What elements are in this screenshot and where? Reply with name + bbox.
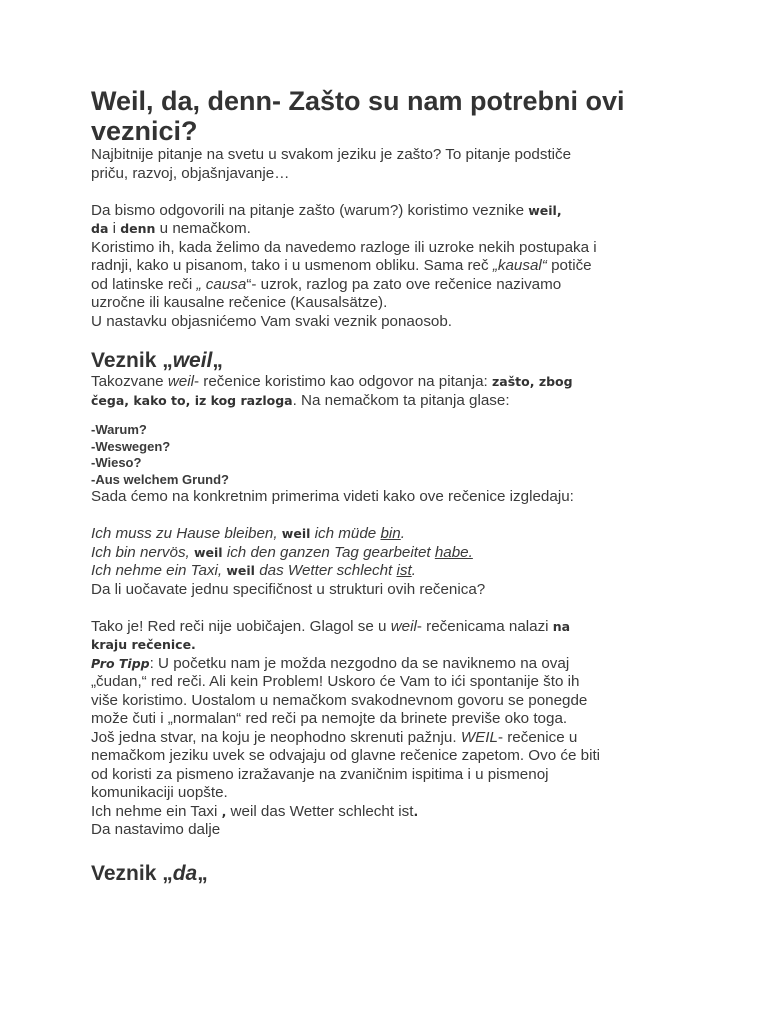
- text-run: weil: [226, 563, 255, 578]
- weil-body-text: [91, 488, 691, 840]
- text-run: da: [172, 861, 198, 885]
- text-run: WEIL: [460, 728, 498, 746]
- page-title: [91, 86, 691, 146]
- text-line: [91, 784, 691, 803]
- text-run: u nemačkom.: [155, 220, 251, 237]
- text-line: [91, 747, 691, 766]
- text-run: od koristi za pismeno izražavanje na zvaničnim ispitima i u pismenoj: [91, 765, 549, 783]
- text-run: weil: [172, 349, 213, 372]
- text-run: Sada ćemo na konkretnim primerima videti kako ove rečenice izgledaju:: [91, 488, 574, 505]
- text-run: .: [413, 803, 419, 819]
- text-line: [91, 220, 691, 239]
- text-run: Ich muss zu Hause bleiben,: [91, 525, 282, 542]
- text-run: ist: [396, 562, 412, 579]
- text-line: [91, 165, 691, 184]
- text-run: zašto, zbog: [492, 374, 573, 389]
- text-line: [91, 562, 691, 581]
- text-run: kraju rečenice.: [91, 637, 196, 652]
- text-run: priču, razvoj, objašnjavanje…: [91, 164, 290, 182]
- text-run: Najbitnije pitanje na svetu u svakom jeziku je zašto? To pitanje podstiče: [91, 146, 572, 163]
- text-line: [91, 544, 691, 563]
- text-line: [91, 729, 691, 748]
- text-line: [91, 599, 691, 618]
- text-run: bin: [380, 525, 401, 542]
- text-run: - rečenicama nalazi: [416, 617, 553, 635]
- text-run: da: [91, 221, 109, 236]
- text-run: Pro Tipp: [91, 655, 150, 671]
- text-run: potiče: [546, 257, 592, 274]
- text-run: od latinske reči: [91, 275, 197, 293]
- text-run: weil das Wetter schlecht ist: [226, 802, 414, 820]
- text-line: [91, 373, 691, 392]
- text-run: Takozvane: [91, 373, 168, 390]
- text-line: [91, 146, 691, 165]
- text-run: čega, kako to, iz kog razloga: [91, 392, 293, 408]
- text-run: može čuti i „normalan“ red reči pa nemojte da brinete previše oko toga.: [91, 710, 568, 727]
- text-run: Još jedna stvar, na koju je neophodno skrenuti pažnju.: [91, 728, 461, 746]
- text-line: [91, 313, 691, 332]
- text-run: Ich bin nervös,: [91, 543, 194, 561]
- text-run: das Wetter schlecht: [254, 562, 397, 579]
- text-line: [91, 821, 691, 840]
- text-line: [91, 618, 691, 637]
- text-run: nemačkom jeziku uvek se odvajaju od glavne rečenice zapetom. Ovo će biti: [91, 747, 601, 764]
- text-run: više koristimo. Uostalom u nemačkom svakodnevnom govoru se ponegde: [91, 691, 588, 709]
- text-run: .: [411, 562, 416, 579]
- text-run: . Na nemačkom ta pitanja glase:: [292, 391, 510, 409]
- question-item: -Warum?: [91, 422, 147, 437]
- text-run: „: [197, 861, 208, 885]
- text-line: [91, 692, 691, 711]
- text-line: [91, 239, 691, 258]
- text-line: [91, 202, 691, 221]
- text-run: „kausal“: [492, 257, 547, 274]
- text-run: Da bismo odgovorili na pitanje zašto (warum?) koristimo veznike: [91, 201, 529, 219]
- text-run: - rečenice u: [497, 728, 578, 746]
- text-run: weil: [390, 617, 417, 635]
- text-line: [91, 803, 691, 822]
- text-line: [91, 276, 691, 295]
- text-run: radnji, kako u pisanom, tako i u usmenom obliku. Sama reč: [91, 257, 493, 274]
- text-run: ich den ganzen Tag gearbeitet: [222, 543, 435, 561]
- text-run: Veznik „: [91, 861, 173, 885]
- text-run: denn: [120, 221, 156, 236]
- question-item: -Weswegen?: [91, 438, 171, 454]
- section-heading-weil: [91, 349, 691, 373]
- text-run: Ich nehme ein Taxi,: [91, 562, 227, 579]
- text-run: komunikaciji uopšte.: [91, 784, 228, 801]
- text-run: - rečenice koristimo kao odgovor na pitanja:: [194, 373, 492, 390]
- text-run: Ich nehme ein Taxi: [91, 802, 222, 820]
- text-line: [91, 710, 691, 729]
- intro-paragraphs: [91, 146, 691, 331]
- title-line: Weil, da, denn- Zašto su nam potrebni ovi: [91, 86, 625, 116]
- question-item: -Wieso?: [91, 455, 142, 470]
- text-run: Tako je! Red reči nije uobičajen. Glagol se u: [91, 617, 391, 635]
- text-run: “- uzrok, razlog pa zato ove rečenice nazivamo: [246, 275, 562, 293]
- text-run: ich müde: [310, 525, 381, 542]
- text-line: [91, 525, 691, 544]
- text-run: Veznik „: [91, 349, 173, 372]
- text-run: habe.: [434, 543, 473, 561]
- question-list: [91, 422, 691, 488]
- text-line: [91, 392, 691, 411]
- title-line: veznici?: [91, 116, 198, 146]
- text-line: [91, 673, 691, 692]
- text-run: .: [400, 525, 405, 542]
- text-run: weil,: [528, 202, 562, 218]
- text-line: [91, 766, 691, 785]
- text-line: [91, 294, 691, 313]
- text-run: weil: [281, 526, 311, 541]
- weil-intro-text: [91, 373, 691, 410]
- text-run: uzročne ili kausalne rečenice (Kausalsätze).: [91, 294, 388, 311]
- text-line: [91, 507, 691, 526]
- text-run: Da li uočavate jednu specifičnost u strukturi ovih rečenica?: [91, 580, 486, 598]
- text-run: „čudan,“ red reči. Ali kein Problem! Uskoro će Vam to ići spontanije što ih: [91, 673, 580, 690]
- text-line: [91, 488, 691, 507]
- text-line: [91, 183, 691, 202]
- text-line: [91, 257, 691, 276]
- text-run: „: [212, 349, 223, 372]
- text-line: [91, 655, 691, 674]
- text-run: na: [552, 618, 571, 634]
- text-line: [91, 581, 691, 600]
- text-run: Koristimo ih, kada želimo da navedemo razloge ili uzroke nekih postupaka i: [91, 238, 597, 256]
- text-run: i: [108, 220, 121, 237]
- text-run: ,: [221, 803, 227, 819]
- section-heading-da: [91, 862, 691, 886]
- text-run: : U početku nam je možda nezgodno da se naviknemo na ovaj: [149, 654, 570, 672]
- question-item: -Aus welchem Grund?: [91, 471, 229, 487]
- document-body: [91, 86, 691, 886]
- text-run: weil: [194, 544, 223, 560]
- text-run: Da nastavimo dalje: [91, 821, 221, 838]
- text-run: weil: [167, 373, 194, 390]
- text-run: U nastavku objasnićemo Vam svaki veznik ponaosob.: [91, 312, 453, 330]
- text-line: [91, 636, 691, 655]
- text-run: „ causa: [196, 275, 247, 293]
